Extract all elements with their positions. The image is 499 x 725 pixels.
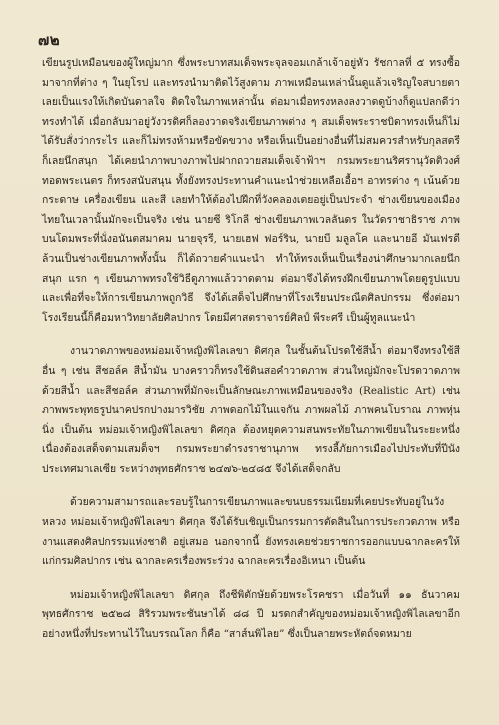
- paragraph-2: งานวาดภาพของหม่อมเจ้าหญิงพิไลเลขา ดิศกุล ในชั้นต้นโปรดใช้สีน้ำ ต่อมาจึงทรงใช้สีอื่น ๆ เช่น สีชอล์ค สีน้ำมัน บางคราวก็ทรงใช้ดินสอคำวาดภาพ ส่วนใหญ่มักจะโปรดวาดภาพด้วยสีน้ำ และสีชอล์ค ส่วนภาพที่มักจะเป็นลักษณะภาพเหมือนของจริง (Realistic Art) เช่น ภาพพระพุทธรูปนาคปรกปางมารวิชัย ภาพดอกไม้ในแจกัน ภาพผลไม้ ภาพคนโบราณ ภาพหุ่นนิ่ง เป็นต้น หม่อมเจ้าหญิงพิไลเลขา ดิศกุล ต้องหยุดความสนพระทัยในภาพเขียนในระยะหนึ่งเนื่องต้องเสด็จตามเสมด็จฯ กรมพระยาดำรงราชานุภาพ ทรงลี้ภัยการเมืองไปประทับที่ปีนัง ประเทศมาเลเซีย ระหว่างพุทธศักราช ๒๔๗๖-๒๔๘๕ จึงได้เสด็จกลับ: [42, 345, 460, 475]
- page-number: ๗๒: [38, 31, 61, 49]
- paragraph-4: หม่อมเจ้าหญิงพิไลเลขา ดิศกุล ถึงชีพิตักษัยด้วยพระโรคชรา เมื่อวันที่ ๑๑ ธันวาคม พุทธศักราช ๒๕๒๘ สิริรวมพระชันษาได้ ๘๘ ปี มรดกสำคัญของหม่อมเจ้าหญิงพิไลเลขาอีกอย่างหนึ่งที่ประทานไว้ในบรรณโลก ก็คือ “สาส์นพิไลย” ซึ่งเป็นลายพระหัตถ์จดหมาย: [42, 588, 460, 641]
- body-text: [42, 54, 460, 655]
- paragraph-1: เขียนรูปเหมือนของผู้ใหญ่มาก ซึ่งพระบาทสมเด็จพระจุลจอมเกล้าเจ้าอยู่หัว รัชกาลที่ ๕ ทรงซื้อมาจากที่ต่าง ๆ ในยุโรป และทรงนำมาติดไว้สูงตาม ภาพเหมือนเหล่านั้นดูแล้วเจริญใจสบายตา เลยเป็นแรงให้เกิดบันดาลใจ ติดใจในภาพเหล่านั้น ต่อมาเมื่อทรงหลงลงวาดดูบ้างก็ดูแปลกดีว่าทรงทำได้ เมื่อกลับมาอยู่วังวรดิศก็ลองวาดจริงเขียนภาพต่าง ๆ สมเด็จพระราชบิดาทรงเห็นก็ไม่ได้รับสั่งว่ากระไร และก็ไม่ทรงห้ามหรือขัดขวาง หรือเห็นเป็นอย่างอื่นที่ไม่สมควรสำหรับกุลสตรี ก็เลยนึกสนุก ได้เคยนำภาพบางภาพไปฝากถวายสมเด็จเจ้าฟ้าฯ กรมพระยานริศรานุวัดติวงศ์ ทอดพระเนตร ก็ทรงสนับสนุน ทั้งยังทรงประทานคำแนะนำช่วยเหลือเอื้อฯ อาทรต่าง ๆ เน้นด้วยกระดาษ เครื่องเขียน และสี เลยทำให้ต้องไปฝึกที่วังคลองเตยอยู่เป็นประจำ ช่างเขียนของเมืองไทยในเวลานั้นมักจะเป็นจริง เช่น นายซี ริโกลี ช่างเขียนภาพเวลลันดร ในวัดราชาธิราช ภาพบนโดมพระที่นั่งอนันตสมาคม นายจุรรี, นายเฮฟ ฟอร์ริน, นายบี มลูลโค และนายอี มันเฟรดี ล้วนเป็นช่างเขียนภาพทั้งนั้น ก็ได้ถวายคำแนะนำ ทำให้ทรงเห็นเป็นเรื่องน่าศึกษามากเลยนึกสนุก แรก ๆ เขียนภาพทรงใช้วิธีดูภาพแล้ววาดตาม ต่อมาจึงได้ทรงฝึกเขียนภาพโดยดูรูปแบบ และเพื่อที่จะให้การเขียนภาพถูกวิธี จึงได้เสด็จไปศึกษาที่โรงเรียนประณีตศิลปกรรม ซึ่งต่อมาโรงเรียนนี้ก็คือมหาวิทยาลัยศิลปากร โดยมีศาสตราจารย์ศิลป์ พีระศรี เป็นผู้ทูลแนะนำ: [42, 57, 460, 324]
- paragraph-3: ด้วยความสามารถและรอบรู้ในการเขียนภาพและขนบธรรมเนียมที่เคยประทับอยู่ในวังหลวง หม่อมเจ้าหญิงพิไลเลขา ดิศกุล จึงได้รับเชิญเป็นกรรมการตัดสินในการประกวดภาพ หรืองานแสดงศิลปกรรมแห่งชาติ อยู่เสมอ นอกจากนี้ ยังทรงเคยช่วยราชการออกแบบฉากละครให้แก่กรมศิลปากร เช่น ฉากละครเรื่องพระร่วง ฉากละครเรื่องอิเหนา เป็นต้น: [42, 496, 460, 568]
